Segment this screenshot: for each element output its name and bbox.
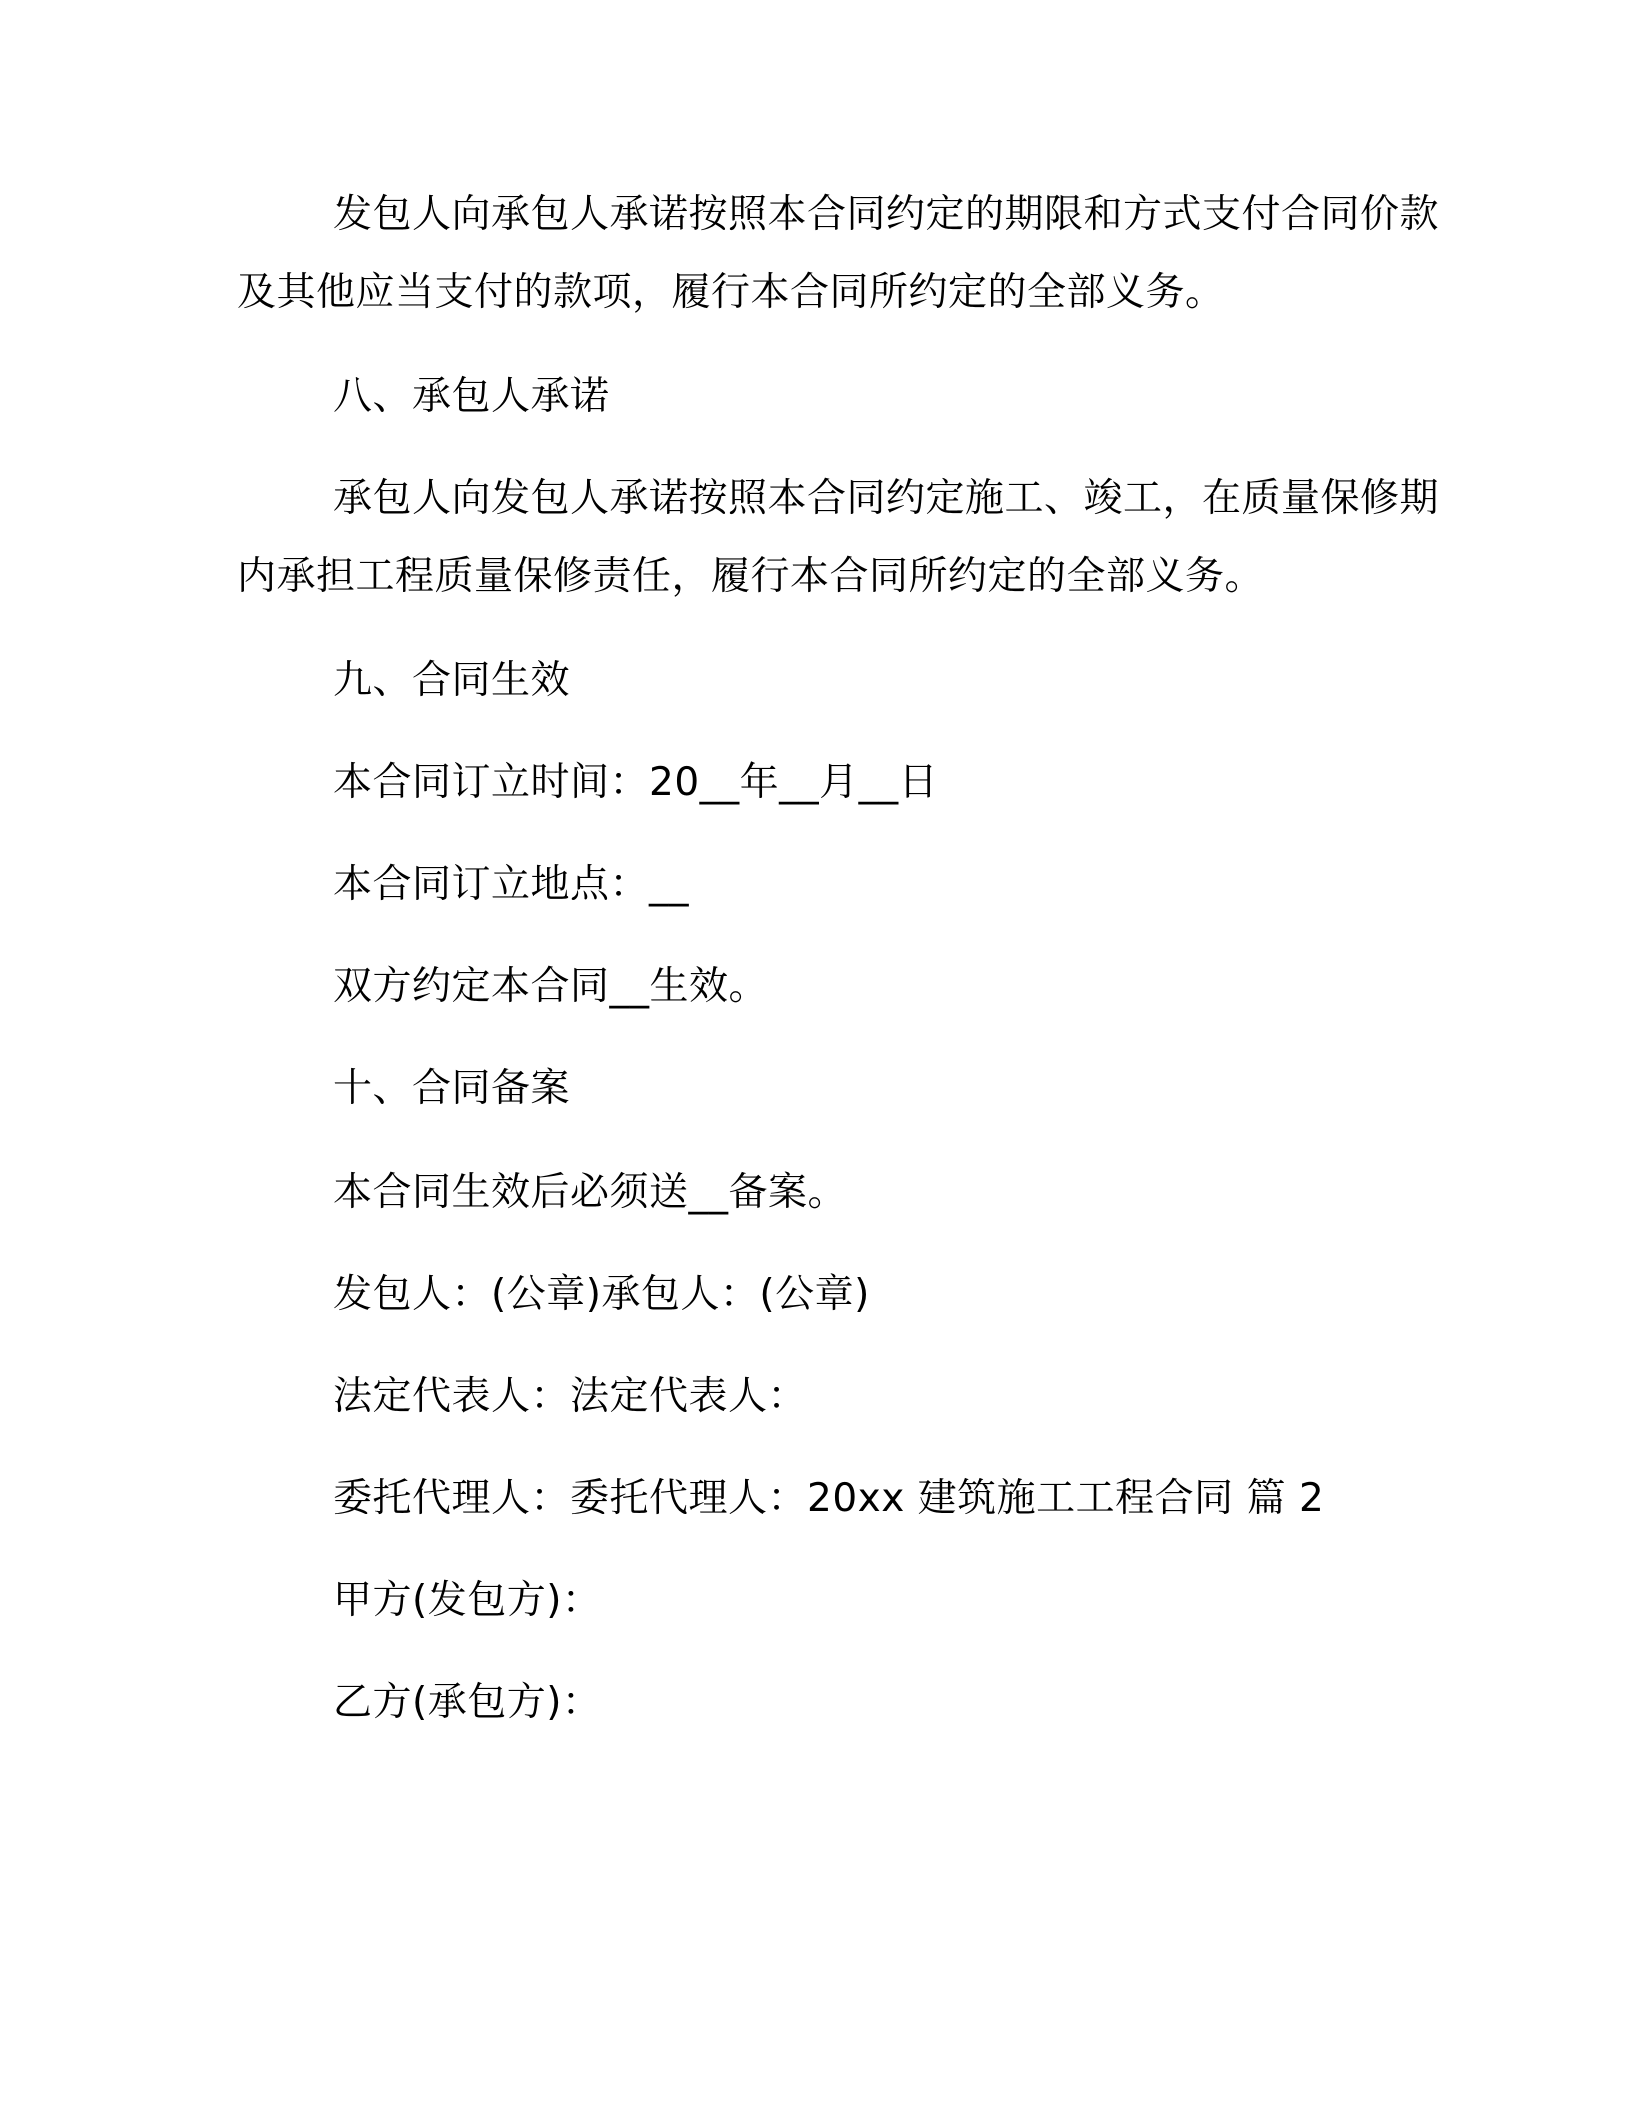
- section-8-heading: 八、承包人承诺: [333, 374, 610, 419]
- section-9-heading: 九、合同生效: [333, 658, 571, 703]
- contractor-promise-line-1: 承包人向发包人承诺按照本合同约定施工、竣工，在质量保修期: [333, 476, 1440, 521]
- signing-date-line: 本合同订立时间：20__年__月__日: [333, 760, 939, 805]
- party-b-line: 乙方(承包方)：: [333, 1680, 602, 1725]
- section-10-heading: 十、合同备案: [333, 1066, 571, 1111]
- payment-promise-line-1: 发包人向承包人承诺按照本合同约定的期限和方式支付合同价款: [333, 192, 1440, 237]
- legal-representative-line: 法定代表人：法定代表人：: [333, 1374, 808, 1419]
- payment-promise-line-2: 及其他应当支付的款项，履行本合同所约定的全部义务。: [237, 270, 1225, 315]
- effective-agreement-line: 双方约定本合同__生效。: [333, 964, 769, 1009]
- signing-place-line: 本合同订立地点：__: [333, 862, 690, 907]
- filing-line: 本合同生效后必须送__备案。: [333, 1170, 848, 1215]
- agent-line: 委托代理人：委托代理人：20xx 建筑施工工程合同 篇 2: [333, 1476, 1325, 1521]
- party-a-line: 甲方(发包方)：: [333, 1578, 602, 1623]
- seal-line: 发包人：(公章)承包人：(公章): [333, 1272, 870, 1317]
- contractor-promise-line-2: 内承担工程质量保修责任，履行本合同所约定的全部义务。: [237, 554, 1265, 599]
